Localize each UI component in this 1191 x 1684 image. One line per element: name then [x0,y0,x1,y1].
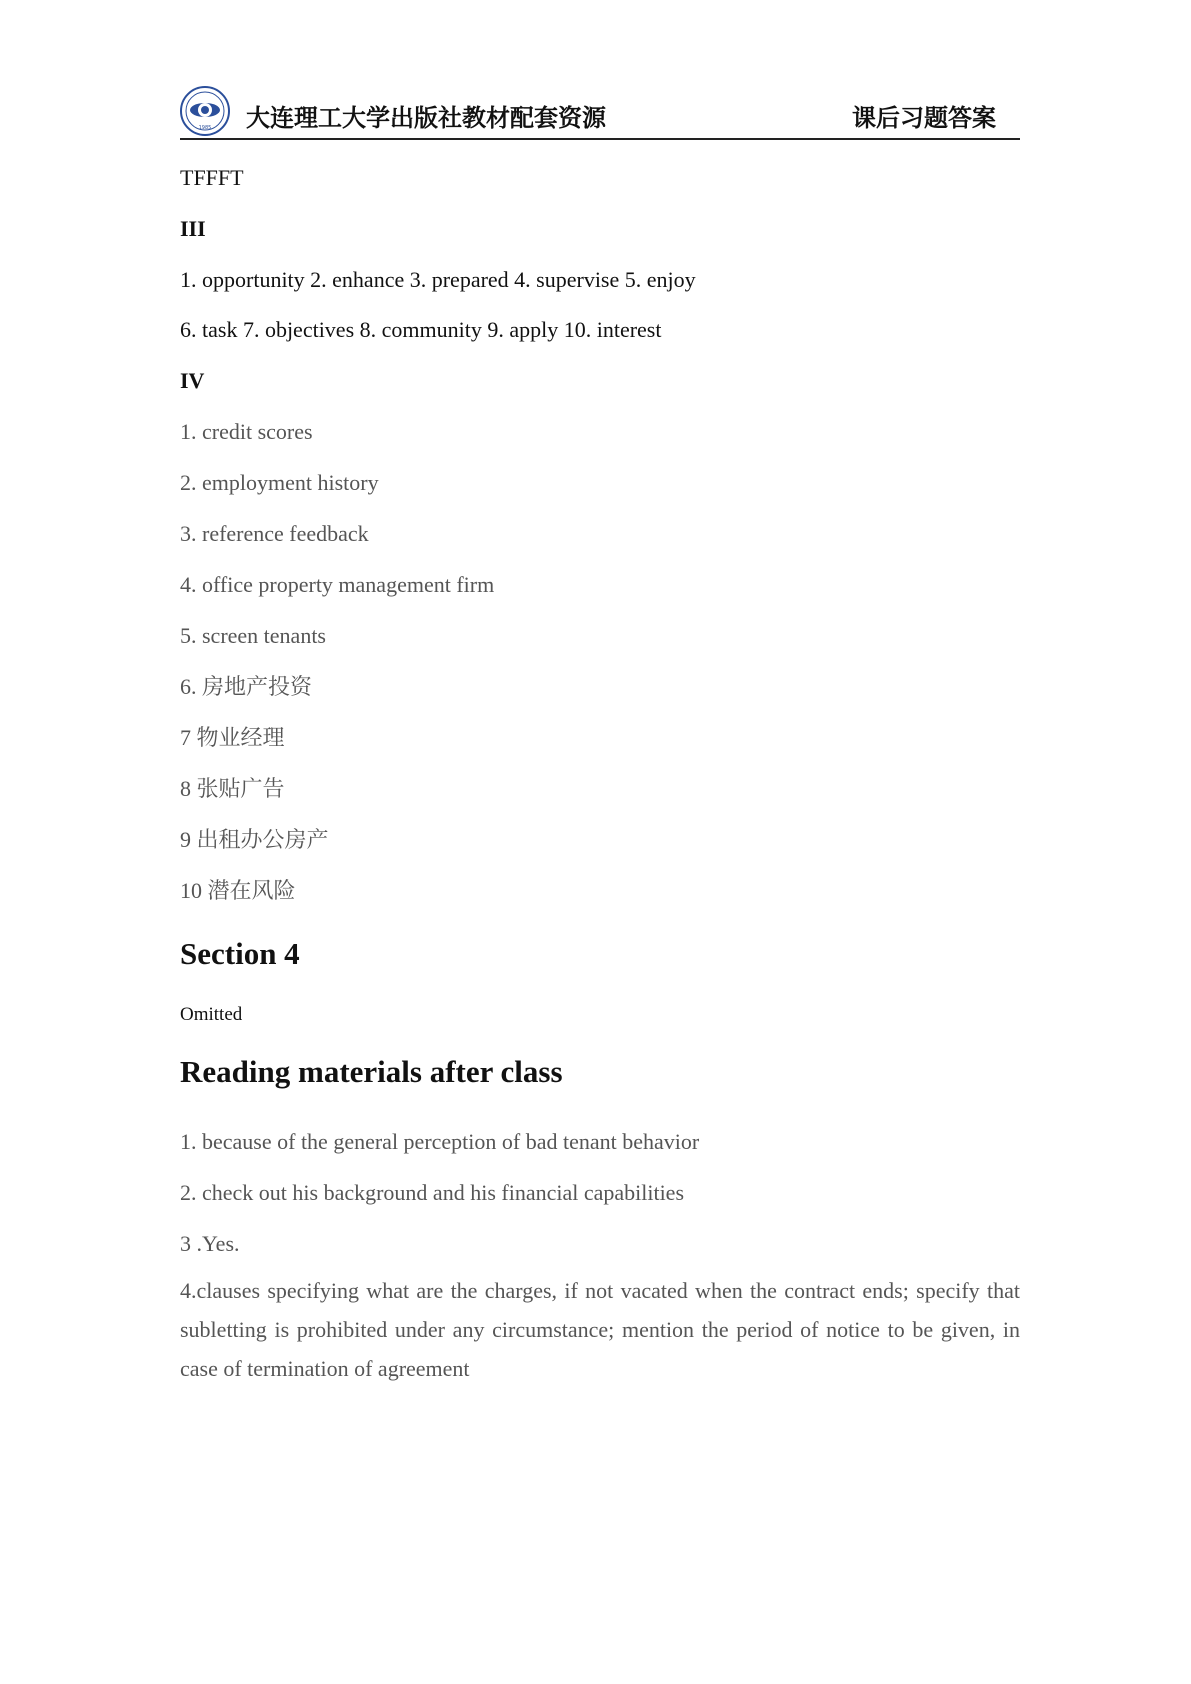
iv-item: 3. reference feedback [180,521,369,546]
iv-item: 1. credit scores [180,419,313,444]
iii-answers-row-1: 1. opportunity 2. enhance 3. prepared 4. supervise 5. enjoy [180,267,696,292]
reading-answer: 3 .Yes. [180,1231,240,1256]
reading-answer: 2. check out his background and his financial capabilities [180,1180,685,1205]
iv-item: 10 潜在风险 [180,878,296,903]
iv-item: 8 张贴广告 [180,776,285,801]
logo-year: 1985 [198,125,212,131]
iv-item: 2. employment history [180,470,379,495]
iv-item: 4. office property management firm [180,572,495,597]
page-header [180,86,1020,140]
header-title: 大连理工大学出版社教材配套资源 [246,104,606,132]
university-logo-icon [180,86,230,136]
tffft-answer: TFFFT [180,165,244,190]
header-right-title: 课后习题答案 [852,104,996,132]
section-4-note: Omitted [180,1004,243,1025]
iv-item: 6. 房地产投资 [180,674,313,699]
iv-item: 7 物业经理 [180,725,285,750]
section-iii-label: III [180,216,206,241]
iii-answers-row-2: 6. task 7. objectives 8. community 9. apply 10. interest [180,317,662,342]
reading-answer: 1. because of the general perception of bad tenant behavior [180,1129,700,1154]
reading-materials-heading: Reading materials after class [180,1054,563,1089]
reading-answer-paragraph: 4.clauses specifying what are the charges, if not vacated when the contract ends; specify that subletting is prohibited under any circumstance; mention the period of notice to be given, in case of termination of agreement [180,1278,1020,1381]
iv-item: 5. screen tenants [180,623,326,648]
section-iv-label: IV [180,368,205,393]
section-4-heading: Section 4 [180,936,300,971]
iv-item: 9 出租办公房产 [180,827,329,852]
